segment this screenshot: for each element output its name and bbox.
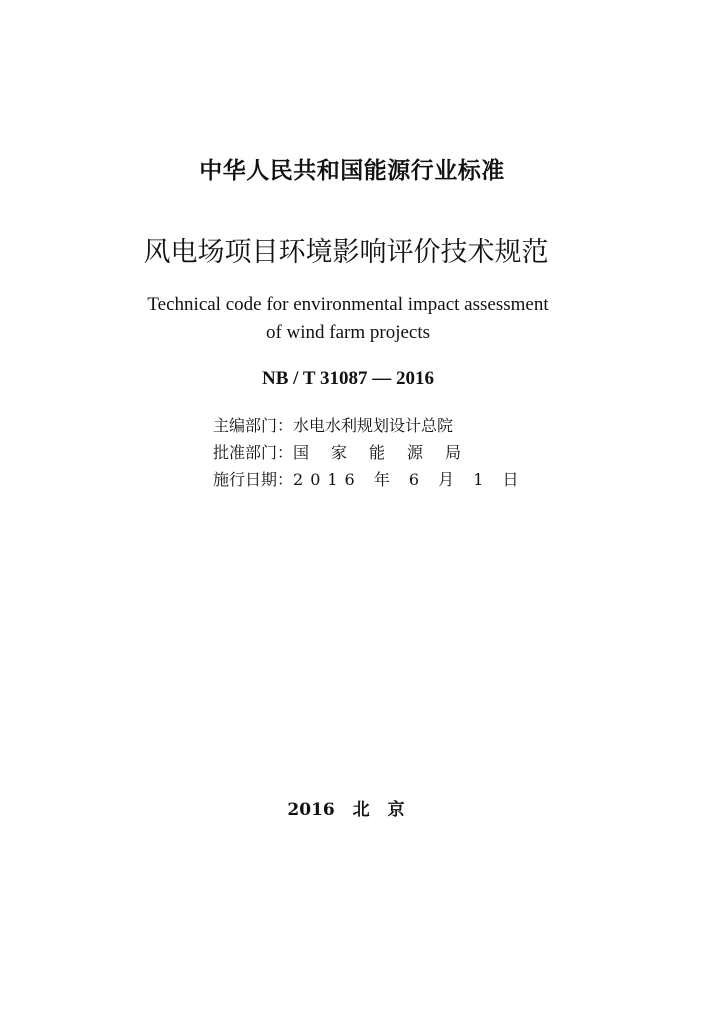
publication-year-place: 2016 北 京	[287, 800, 405, 820]
english-title-line-1: Technical code for environmental impact assessment	[147, 294, 549, 315]
effective-date-row	[213, 466, 526, 493]
english-title-line-2: of wind farm projects	[265, 322, 431, 343]
editor-row	[213, 412, 526, 439]
standard-code: NB / T 31087 — 2016	[262, 368, 434, 389]
approver-row	[213, 439, 526, 466]
effective-date-value: 2016 年 6 月 1 日	[293, 470, 526, 489]
document-title-english	[0, 291, 710, 347]
industry-standard-heading: 中华人民共和国能源行业标准	[199, 158, 505, 184]
publication-metadata	[213, 412, 526, 493]
editor-value: 水电水利规划设计总院	[293, 416, 454, 435]
effective-date-label: 施行日期：	[213, 470, 294, 489]
document-title-chinese: 风电场项目环境影响评价技术规范	[143, 237, 549, 268]
editor-label: 主编部门：	[213, 416, 294, 435]
approver-value: 国家能源局	[293, 443, 484, 462]
approver-label: 批准部门：	[213, 443, 294, 462]
